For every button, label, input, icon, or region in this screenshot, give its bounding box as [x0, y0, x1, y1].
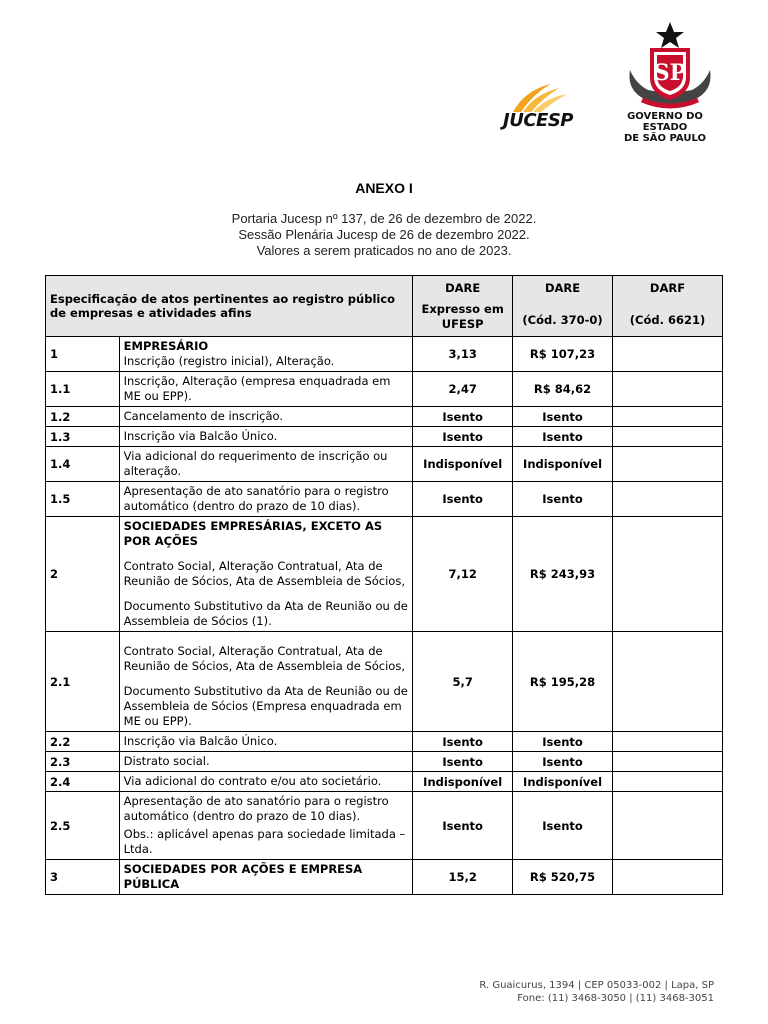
- table-row: [46, 407, 723, 427]
- sp-coat-of-arms: [622, 20, 718, 120]
- row-ufesp: 7,12: [413, 517, 513, 632]
- header-darf-top: DARF: [649, 281, 686, 295]
- row-ufesp: Indisponível: [413, 447, 513, 482]
- table-row: [46, 752, 723, 772]
- header-dare-ufesp-top: DARE: [445, 281, 481, 295]
- row-desc-line: Via adicional do contrato e/ou ato societário.: [123, 774, 382, 788]
- row-description: [119, 792, 413, 860]
- row-code: 2.2: [46, 732, 120, 752]
- row-desc-line: Apresentação de ato sanatório para o registro automático (dentro do prazo de 10 dias).: [123, 794, 389, 823]
- table-row: [46, 337, 723, 372]
- row-description: [119, 772, 413, 792]
- table-row: [46, 732, 723, 752]
- header-spec: Especificação de atos pertinentes ao registro público de empresas e atividades afins: [46, 276, 413, 337]
- row-description: [119, 517, 413, 632]
- row-code: 1.2: [46, 407, 120, 427]
- row-desc-line: Apresentação de ato sanatório para o registro automático (dentro do prazo de 10 dias).: [123, 484, 389, 513]
- row-desc-line: Distrato social.: [123, 754, 210, 768]
- row-dare: R$ 84,62: [513, 372, 613, 407]
- row-ufesp: Isento: [413, 427, 513, 447]
- sp-coat-of-arms-icon: [622, 20, 718, 110]
- row-desc-line: Obs.: aplicável apenas para sociedade limitada – Ltda.: [123, 827, 406, 856]
- row-title: SOCIEDADES EMPRESÁRIAS, EXCETO AS POR AÇÕES: [123, 519, 383, 548]
- row-code: 3: [46, 860, 120, 895]
- row-description: [119, 732, 413, 752]
- row-dare: Isento: [513, 407, 613, 427]
- row-desc-line: Cancelamento de inscrição.: [123, 409, 284, 423]
- row-description: [119, 482, 413, 517]
- row-darf: [612, 517, 722, 632]
- subtitle-line-1: Portaria Jucesp nº 137, de 26 de dezembro de 2022.: [231, 211, 537, 226]
- gov-line1: GOVERNO DO ESTADO: [627, 111, 703, 133]
- fee-table: [45, 275, 723, 895]
- row-desc-line: Contrato Social, Alteração Contratual, Ata de Reunião de Sócios, Ata de Assembleia de Sócios,: [123, 559, 405, 588]
- table-row: [46, 482, 723, 517]
- row-darf: [612, 482, 722, 517]
- row-darf: [612, 632, 722, 732]
- row-code: 2.1: [46, 632, 120, 732]
- header-dare-code: [513, 276, 613, 337]
- row-ufesp: Isento: [413, 482, 513, 517]
- row-description: [119, 427, 413, 447]
- row-code: 1.4: [46, 447, 120, 482]
- jucesp-logo-text: JUCESP: [503, 110, 573, 131]
- subtitle-line-3: Valores a serem praticados no ano de 2023.: [256, 243, 512, 258]
- row-darf: [612, 337, 722, 372]
- row-dare: Isento: [513, 427, 613, 447]
- row-dare: Indisponível: [513, 772, 613, 792]
- jucesp-swoosh-icon: [503, 82, 575, 112]
- row-dare: Isento: [513, 792, 613, 860]
- row-description: [119, 860, 413, 895]
- row-darf: [612, 732, 722, 752]
- row-ufesp: 15,2: [413, 860, 513, 895]
- table-row: [46, 792, 723, 860]
- row-code: 2.3: [46, 752, 120, 772]
- table-row: [46, 447, 723, 482]
- row-ufesp: Indisponível: [413, 772, 513, 792]
- row-description: [119, 447, 413, 482]
- row-dare: Indisponível: [513, 447, 613, 482]
- row-desc-line: Inscrição, Alteração (empresa enquadrada em ME ou EPP).: [123, 374, 391, 403]
- svg-text:SP: SP: [653, 60, 687, 86]
- gov-line2: DE SÃO PAULO: [623, 133, 707, 144]
- table-row: [46, 632, 723, 732]
- row-darf: [612, 860, 722, 895]
- row-dare: R$ 195,28: [513, 632, 613, 732]
- table-row: [46, 517, 723, 632]
- row-dare: R$ 107,23: [513, 337, 613, 372]
- footer-line1: R. Guaicurus, 1394 | CEP 05033-002 | Lapa, SP: [479, 980, 714, 991]
- table-row: [46, 372, 723, 407]
- row-desc-line: Documento Substitutivo da Ata de Reunião ou de Assembleia de Sócios (Empresa enquadrada em ME ou EPP).: [123, 684, 408, 728]
- row-code: 1.5: [46, 482, 120, 517]
- header-dare-ufesp: [413, 276, 513, 337]
- row-ufesp: Isento: [413, 752, 513, 772]
- row-dare: R$ 243,93: [513, 517, 613, 632]
- subtitle-line-2: Sessão Plenária Jucesp de 26 de dezembro 2022.: [238, 227, 530, 242]
- table-header-row: [46, 276, 723, 337]
- row-desc-line: Inscrição (registro inicial), Alteração.: [123, 354, 335, 368]
- table-row: [46, 860, 723, 895]
- row-dare: Isento: [513, 752, 613, 772]
- row-darf: [612, 427, 722, 447]
- row-darf: [612, 372, 722, 407]
- gov-text: [605, 111, 725, 144]
- jucesp-logo: [503, 82, 575, 132]
- row-description: [119, 632, 413, 732]
- row-ufesp: 2,47: [413, 372, 513, 407]
- row-ufesp: 3,13: [413, 337, 513, 372]
- header-darf: [612, 276, 722, 337]
- footer-line2: Fone: (11) 3468-3050 | (11) 3468-3051: [517, 993, 714, 1004]
- header-dare-code-bottom: (Cód. 370-0): [522, 313, 603, 327]
- row-dare: Isento: [513, 732, 613, 752]
- row-code: 2.4: [46, 772, 120, 792]
- row-ufesp: Isento: [413, 732, 513, 752]
- header-darf-bottom: (Cód. 6621): [629, 313, 706, 327]
- row-title: EMPRESÁRIO: [123, 339, 209, 353]
- header-dare-code-top: DARE: [544, 281, 581, 295]
- row-desc-line: Inscrição via Balcão Único.: [123, 734, 278, 748]
- table-row: [46, 772, 723, 792]
- header-dare-ufesp-bottom: Expresso em UFESP: [421, 302, 504, 331]
- row-code: 1.3: [46, 427, 120, 447]
- row-code: 1: [46, 337, 120, 372]
- row-description: [119, 407, 413, 427]
- row-dare: R$ 520,75: [513, 860, 613, 895]
- row-ufesp: Isento: [413, 792, 513, 860]
- row-darf: [612, 407, 722, 427]
- row-description: [119, 752, 413, 772]
- row-darf: [612, 752, 722, 772]
- row-darf: [612, 792, 722, 860]
- row-desc-line: Contrato Social, Alteração Contratual, Ata de Reunião de Sócios, Ata de Assembleia de Sócios,: [123, 644, 405, 673]
- footer-address: [479, 979, 714, 1005]
- row-title: SOCIEDADES POR AÇÕES E EMPRESA PÚBLICA: [123, 862, 363, 891]
- row-desc-line: Inscrição via Balcão Único.: [123, 429, 278, 443]
- table-row: [46, 427, 723, 447]
- row-code: 2: [46, 517, 120, 632]
- row-code: 1.1: [46, 372, 120, 407]
- row-desc-line: Documento Substitutivo da Ata de Reunião ou de Assembleia de Sócios (1).: [123, 599, 408, 628]
- row-ufesp: 5,7: [413, 632, 513, 732]
- row-description: [119, 372, 413, 407]
- page-title: ANEXO I: [355, 180, 413, 196]
- row-description: [119, 337, 413, 372]
- row-dare: Isento: [513, 482, 613, 517]
- row-darf: [612, 447, 722, 482]
- row-ufesp: Isento: [413, 407, 513, 427]
- row-desc-line: Via adicional do requerimento de inscrição ou alteração.: [123, 449, 388, 478]
- row-code: 2.5: [46, 792, 120, 860]
- row-darf: [612, 772, 722, 792]
